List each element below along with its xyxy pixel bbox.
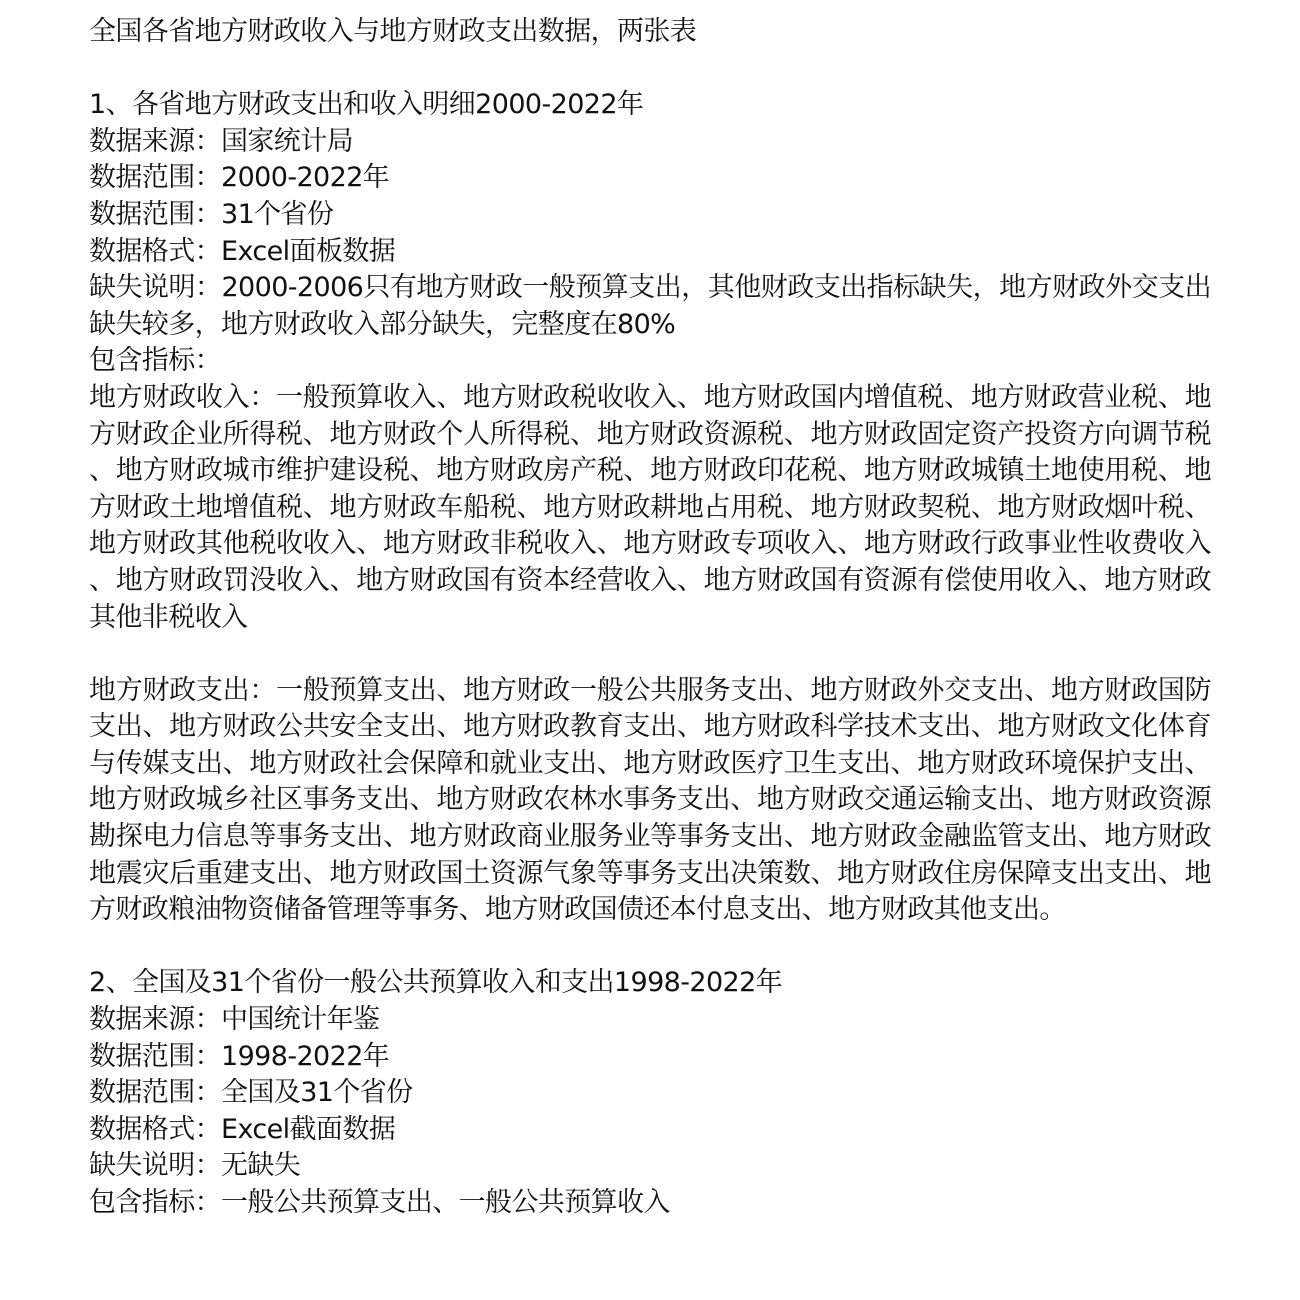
table1-source: 数据来源：国家统计局	[89, 125, 353, 157]
document-body	[89, 14, 1211, 1222]
table1-missing-note: 缺失说明：2000-2006只有地方财政一般预算支出，其他财政支出指标缺失，地方财政外交支出缺失较多，地方财政收入部分缺失，完整度在80%	[89, 272, 1211, 340]
table1-range-regions: 数据范围：31个省份	[89, 198, 334, 230]
table2-format: 数据格式：Excel截面数据	[89, 1113, 396, 1145]
table2-range-years: 数据范围：1998-2022年	[89, 1040, 390, 1072]
table2-indicators: 包含指标：一般公共预算支出、一般公共预算收入	[89, 1187, 670, 1218]
table1-range-years: 数据范围：2000-2022年	[89, 162, 390, 194]
table2-range-regions: 数据范围：全国及31个省份	[89, 1077, 413, 1109]
intro-text: 全国各省地方财政收入与地方财政支出数据，两张表	[89, 16, 697, 47]
table1-heading: 1、各省地方财政支出和收入明细2000-2022年	[89, 89, 644, 121]
table2-source: 数据来源：中国统计年鉴	[89, 1004, 380, 1036]
table2-missing-note: 缺失说明：无缺失	[89, 1150, 301, 1182]
table1-format: 数据格式：Excel面板数据	[89, 235, 396, 267]
table2-heading: 2、全国及31个省份一般公共预算收入和支出1998-2022年	[89, 967, 783, 999]
table1-indicators-label: 包含指标：	[89, 345, 221, 377]
table1-expenditure-indicators: 地方财政支出：一般预算支出、地方财政一般公共服务支出、地方财政外交支出、地方财政国防支出、地方财政公共安全支出、地方财政教育支出、地方财政科学技术支出、地方财政文化体育与传媒支出、地方财政社会保障和就业支出、地方财政医疗卫生支出、地方财政环境保护支出、地方财政城乡社区事务支出、地方财政农林水事务支出、地方财政交通运输支出、地方财政资源勘探电力信息等事务支出、地方财政商业服务业等事务支出、地方财政金融监管支出、地方财政地震灾后重建支出、地方财政国土资源气象等事务支出决策数、地方财政住房保障支出支出、地方财政粮油物资储备管理等事务、地方财政国债还本付息支出、地方财政其他支出。	[89, 674, 1211, 926]
spacer	[89, 929, 1211, 966]
spacer	[89, 51, 1211, 88]
spacer	[89, 636, 1211, 673]
table1-revenue-indicators: 地方财政收入：一般预算收入、地方财政税收收入、地方财政国内增值税、地方财政营业税、地方财政企业所得税、地方财政个人所得税、地方财政资源税、地方财政固定资产投资方向调节税、地方财政城市维护建设税、地方财政房产税、地方财政印花税、地方财政城镇土地使用税、地方财政土地增值税、地方财政车船税、地方财政耕地占用税、地方财政契税、地方财政烟叶税、地方财政其他税收收入、地方财政非税收入、地方财政专项收入、地方财政行政事业性收费收入、地方财政罚没收入、地方财政国有资本经营收入、地方财政国有资源有偿使用收入、地方财政其他非税收入	[89, 381, 1211, 633]
